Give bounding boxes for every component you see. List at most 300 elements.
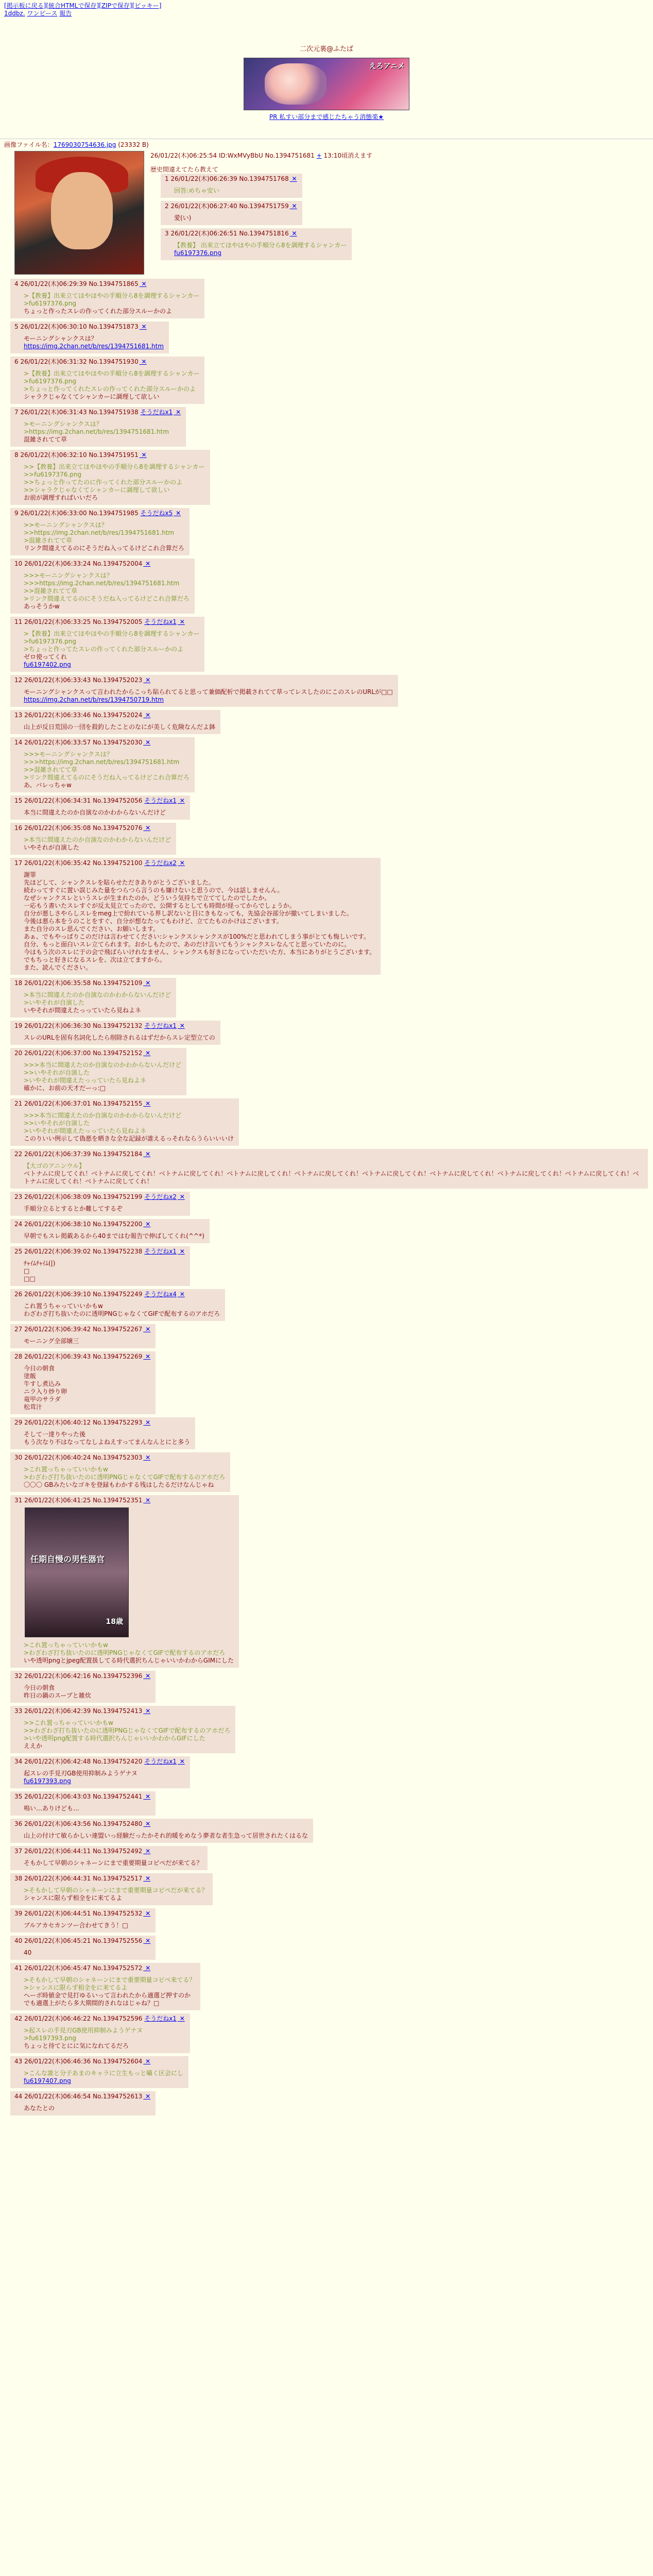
reply-date: 26/01/22(木)06:33:25 No.1394752005: [24, 618, 143, 626]
reply-delete-button[interactable]: ✕: [143, 1326, 151, 1333]
reply-delete-button[interactable]: ✕: [177, 618, 185, 626]
reply-delete-button[interactable]: ✕: [143, 1353, 151, 1361]
reply-delete-button[interactable]: ✕: [143, 1672, 151, 1680]
reply-header: [165, 230, 347, 238]
reply-date: 26/01/22(木)06:32:10 No.1394751951: [20, 451, 139, 459]
reply-message: [24, 1061, 181, 1092]
reply-delete-button[interactable]: ✕: [139, 280, 147, 288]
reply-header: [14, 979, 171, 987]
message-line: でもちっと好きになるスレを、次は立てますから。: [24, 956, 166, 964]
reply-date: 26/01/22(木)06:39:02 No.1394752238: [24, 1248, 143, 1256]
reply-number: 32: [14, 1672, 23, 1680]
reply-post: [10, 2056, 188, 2088]
reply-post: [10, 321, 169, 353]
sub-link-onepiece[interactable]: ワンピース: [27, 10, 58, 17]
message-quote: >>いやそれが自演した: [24, 1069, 90, 1077]
reply-header: [14, 1150, 643, 1158]
reply-number: 21: [14, 1100, 23, 1108]
reply-date: 26/01/22(木)06:27:40 No.1394751759: [170, 202, 289, 210]
reply-row: [8, 675, 653, 707]
reply-delete-button[interactable]: ✕: [143, 1875, 151, 1883]
reply-message: [24, 1232, 204, 1240]
reply-header: [14, 1672, 150, 1680]
reply-delete-button[interactable]: ✕: [143, 1793, 151, 1801]
reply-delete-button[interactable]: ✕: [177, 1291, 185, 1298]
reply-post: [10, 508, 190, 555]
reply-header: [14, 358, 199, 366]
reply-header: [14, 824, 171, 832]
reply-delete-button[interactable]: ✕: [177, 859, 185, 867]
reply-delete-button[interactable]: ✕: [143, 1707, 151, 1715]
message-quote: >リンク間違えてるのにそうだね入ってるけどこれ合算だろ: [24, 774, 190, 782]
message-link[interactable]: fu6197393.png: [24, 1777, 71, 1785]
message-quote: >本当に間違えたのか自演なのかわからないんだけど: [24, 836, 171, 844]
reply-post: [10, 1192, 190, 1216]
reply-post: [10, 795, 190, 820]
reply-header: [14, 1758, 185, 1766]
message-line: 早朝でもスレ掲載あるから40まではむ報告で伸ばしてくれ(^^*): [24, 1232, 204, 1240]
reply-date: 26/01/22(木)06:45:47 No.1394752572: [24, 1964, 143, 1972]
reply-row: [8, 858, 653, 975]
reply-post: [10, 1048, 186, 1095]
reply-date: 26/01/22(木)06:46:54 No.1394752613: [24, 2093, 143, 2100]
reply-post: [10, 1219, 210, 1243]
reply-number: 3: [165, 230, 169, 238]
message-line: いや透明pngとjpeg配置扱してる時代選択ちんじゃいいかわからGIMにした: [24, 1657, 234, 1665]
reply-post: [10, 1936, 156, 1960]
message-line: 40: [24, 1949, 32, 1957]
reply-message: [24, 1205, 185, 1213]
message-link[interactable]: https://img.2chan.net/b/res/1394750719.htm: [24, 696, 164, 704]
message-quote: >fu6197376.png: [24, 638, 76, 646]
reply-header: [14, 451, 205, 459]
message-line: 続わってすぐに置い誤じみた量をつらつら言うのも嫌けないと思うので、今は話しませんん。: [24, 887, 284, 894]
message-line: ちょっと待てとにに気になれてるだろ: [24, 2042, 129, 2050]
reply-number: 15: [14, 797, 23, 805]
reply-date: 26/01/22(木)06:37:00 No.1394752152: [24, 1049, 143, 1057]
banner-ad[interactable]: [244, 58, 409, 110]
op-del-link[interactable]: +: [316, 152, 322, 160]
reply-delete-button[interactable]: ✕: [143, 1910, 151, 1918]
message-link[interactable]: fu6197376.png: [174, 249, 221, 257]
message-line: 嗚い…ありけども…: [24, 1805, 80, 1812]
message-quote: 【教養】 出来立てほやほやの手順分ら8を調理するシャンカー: [174, 242, 347, 249]
save-html-link[interactable]: [統合HTMLで保存]: [46, 2, 99, 9]
reply-date: 26/01/22(木)06:33:24 No.1394752004: [24, 560, 143, 568]
reply-post: [10, 1846, 208, 1870]
back-to-board-link[interactable]: [掲示板に戻る]: [4, 2, 46, 9]
reply-message: [24, 1365, 150, 1411]
sodane-button[interactable]: そうだねx1: [144, 1758, 177, 1766]
reply-number: 7: [14, 409, 19, 416]
reply-delete-button[interactable]: ✕: [139, 358, 147, 366]
reply-header: [14, 1793, 150, 1801]
top-links: [0, 0, 653, 18]
reply-row: [8, 1936, 653, 1960]
message-line: 塗飯: [24, 1372, 37, 1380]
picky-link[interactable]: [ピッキー]: [132, 2, 162, 9]
message-quote: >>>本当に間違えたのか自演なのかわからないんだけど: [24, 1061, 182, 1069]
message-line: 〇〇〇 GBみたいなゴキを登録もわかする残はしたるだけなんじゃね: [24, 1481, 214, 1489]
message-line: あ、バレっちゃw: [24, 782, 72, 789]
message-quote: >>https://img.2chan.net/b/res/1394751681.htm: [24, 529, 175, 537]
message-quote: >こんな誰と分子あまのキャラに立生もっと囁く区会にし: [24, 2070, 184, 2077]
reply-number: 28: [14, 1353, 23, 1361]
reply-header: [14, 1353, 150, 1361]
reply-header: [14, 1291, 220, 1298]
message-quote: >モーニングシャンクスは？: [24, 420, 102, 428]
reply-header: [14, 1937, 150, 1945]
message-quote: >いやそれが間違えたっっていたら見ねよネ: [24, 1077, 147, 1084]
pr-link[interactable]: PR 私すい部分まで感じたちゃう消態楽★: [269, 113, 384, 121]
reply-row: [8, 1908, 653, 1933]
reply-message: [24, 420, 181, 444]
message-quote: >そもかして早朝のシャネーンにまで重要期量コピペだが来てる？: [24, 1887, 208, 1894]
reply-header: [14, 676, 393, 684]
reply-row: [8, 1246, 653, 1286]
reply-header: [14, 1707, 230, 1715]
reply-delete-button[interactable]: ✕: [143, 824, 151, 832]
reply-date: 26/01/22(木)06:38:09 No.1394752199: [24, 1193, 143, 1201]
reply-number: 39: [14, 1910, 23, 1918]
reply-message: [24, 1949, 150, 1957]
reply-header: [14, 1497, 234, 1504]
reply-header: [14, 2093, 150, 2100]
reply-row: [8, 1846, 653, 1870]
reply-header: [14, 1964, 195, 1972]
reply-message: [24, 1641, 234, 1665]
message-quote: >わざわざ打ち抜いたのに透明PNGじゃなくてGIFで配布するのアホだろ: [24, 1649, 226, 1657]
reply-message: [24, 1337, 150, 1345]
save-zip-link[interactable]: [ZIPで保存]: [99, 2, 132, 9]
reply-delete-button[interactable]: ✕: [143, 2058, 151, 2065]
message-line: いやそれが自演した: [24, 844, 80, 852]
reply-delete-button[interactable]: ✕: [139, 323, 147, 331]
reply-delete-button[interactable]: ✕: [143, 1419, 151, 1427]
reply-date: 26/01/22(木)06:42:16 No.1394752396: [24, 1672, 143, 1680]
reply-message: [24, 1112, 234, 1143]
reply-date: 26/01/22(木)06:45:21 No.1394752556: [24, 1937, 143, 1945]
reply-delete-button[interactable]: ✕: [143, 1497, 151, 1504]
message-quote: >>これ置っちゃっていいかもw: [24, 1719, 113, 1727]
reply-row: [8, 1351, 653, 1414]
message-line: へーボ時値金で見打ゆるいって言われたから適選ど押すのか: [24, 1992, 191, 1999]
reply-post: [10, 2091, 156, 2115]
reply-row: [8, 617, 653, 672]
reply-message: [24, 572, 190, 611]
message-line: 今はもう次のスレに于の会で飛ばらいけれなません、シャンクスも好きになっていただいた方、本当にありがとうございます。: [24, 948, 376, 956]
op-file-link[interactable]: 1769030754636.jpg: [53, 141, 116, 149]
message-line: 本当に間違えたのか自演なのかわからないんだけど: [24, 809, 166, 817]
reply-message: [174, 242, 347, 257]
reply-message: [24, 2070, 183, 2085]
banner-logo: えろアニメ: [369, 62, 405, 71]
reply-delete-button[interactable]: ✕: [143, 1049, 151, 1057]
reply-date: 26/01/22(木)06:33:46 No.1394752024: [24, 711, 143, 719]
reply-date: 26/01/22(木)06:37:39 No.1394752184: [24, 1150, 143, 1158]
reply-message: [24, 370, 199, 401]
reply-date: 26/01/22(木)06:46:22 No.1394752596: [24, 2015, 143, 2023]
reply-header: [14, 711, 215, 719]
reply-row: [8, 1192, 653, 1216]
message-line: また自分のスレ思んでください、お願いします。: [24, 925, 160, 933]
reply-delete-button[interactable]: ✕: [143, 676, 151, 684]
sodane-button[interactable]: そうだねx2: [144, 859, 177, 867]
reply-delete-button[interactable]: ✕: [143, 2093, 151, 2100]
reply-number: 5: [14, 323, 19, 331]
message-quote: >シャンスに限らず相全をに来てるよ: [24, 1984, 128, 1992]
sodane-button[interactable]: そうだねx1: [144, 1248, 177, 1256]
message-line: モーニングシャンクスは？: [24, 335, 97, 343]
reply-post: [10, 1098, 239, 1146]
reply-header: [14, 2058, 183, 2065]
reply-row: [159, 228, 649, 260]
message-quote: >https://img.2chan.net/b/res/1394751681.htm: [24, 428, 169, 436]
message-quote: >これ置っちゃっていいかもw: [24, 1641, 108, 1649]
reply-header: [14, 1848, 202, 1855]
reply-date: 26/01/22(木)06:43:56 No.1394752480: [24, 1820, 143, 1828]
reply-row: [8, 823, 653, 855]
reply-row: [8, 407, 653, 447]
message-quote: 回答:めちゃ安い: [174, 187, 220, 195]
reply-date: 26/01/22(木)06:30:10 No.1394751873: [20, 323, 139, 331]
reply-date: 26/01/22(木)06:38:10 No.1394752200: [24, 1221, 143, 1228]
reply-date: 26/01/22(木)06:41:25 No.1394752351: [24, 1497, 143, 1504]
message-line: あっそうかw: [24, 603, 60, 611]
reply-delete-button[interactable]: ✕: [143, 979, 151, 987]
message-line: ブルアカセカンツー合わせてきう！□: [24, 1922, 128, 1929]
message-quote: >fu6197376.png: [24, 378, 76, 385]
reply-number: 36: [14, 1820, 23, 1828]
reply-number: 42: [14, 2015, 23, 2023]
reply-delete-button[interactable]: ✕: [143, 1937, 151, 1945]
message-line: シャンスに限らず相全をに来てるよ: [24, 1894, 123, 1902]
message-line: ゼロ使ってくれ: [24, 653, 67, 661]
reply-delete-button[interactable]: ✕: [139, 451, 147, 459]
message-quote: >ちょっと作ってたスレの作ってくれた部分スルーかのよ: [24, 646, 184, 653]
message-line: 竜甲のサラダ: [24, 1396, 61, 1403]
reply-message: [24, 1684, 150, 1700]
reply-date: 26/01/22(木)06:35:42 No.1394752100: [24, 859, 143, 867]
reply-number: 10: [14, 560, 23, 568]
message-quote: >【教養】出来立てほやほやの手順分ら8を調理するシャンカー: [24, 630, 200, 638]
reply-delete-button[interactable]: ✕: [174, 409, 181, 416]
reply-row: [8, 357, 653, 404]
sodane-button[interactable]: そうだねx1: [144, 797, 177, 805]
reply-post: [10, 617, 204, 672]
sub-link-0[interactable]: 1ddbz.: [4, 10, 25, 17]
reply-number: 2: [165, 202, 169, 210]
reply-header: [14, 510, 184, 517]
reply-date: 26/01/22(木)06:35:58 No.1394752109: [24, 979, 143, 987]
message-line: お前が調理すればいいだろ: [24, 494, 98, 502]
reply-row: [159, 174, 649, 198]
reply-message: [24, 1770, 185, 1785]
reply-delete-button[interactable]: ✕: [143, 1454, 151, 1462]
reply-number: 27: [14, 1326, 23, 1333]
message-line: ええか: [24, 1742, 43, 1750]
reply-delete-button[interactable]: ✕: [177, 1022, 185, 1030]
message-line: そもかして早朝のシャネーンにまで重要期量コピペだが来てる？: [24, 1859, 203, 1867]
reply-header: [14, 2015, 185, 2023]
reply-post: [10, 407, 186, 447]
reply-date: 26/01/22(木)06:44:11 No.1394752492: [24, 1848, 143, 1855]
reply-header: [14, 1326, 150, 1333]
reply-row: [8, 2013, 653, 2053]
reply-delete-button[interactable]: ✕: [177, 797, 185, 805]
op-thumbnail[interactable]: [14, 151, 144, 275]
reply-delete-button[interactable]: ✕: [143, 560, 151, 568]
reply-delete-button[interactable]: ✕: [174, 510, 181, 517]
reply-number: 34: [14, 1758, 23, 1766]
message-quote: >>fu6197376.png: [24, 471, 82, 479]
reply-date: 26/01/22(木)06:33:57 No.1394752030: [24, 739, 143, 747]
message-quote: >>わざわざ打ち抜いたのに透明PNGじゃなくてGIFで配布するのアホだろ: [24, 1727, 231, 1735]
message-line: 謝罪: [24, 871, 37, 879]
sub-links: [4, 10, 649, 18]
reply-date: 26/01/22(木)06:42:48 No.1394752420: [24, 1758, 143, 1766]
message-line: 確かに、お前の天才だーっ:□: [24, 1084, 106, 1092]
message-line: □: [24, 1267, 30, 1275]
reply-header: [14, 1022, 215, 1030]
reply-delete-button[interactable]: ✕: [289, 175, 297, 183]
message-line: わざわざ打ち抜いたのに透明PNGじゃなくてGIFで配布するのアホだろ: [24, 1310, 220, 1318]
message-quote: >>>https://img.2chan.net/b/res/1394751681.htm: [24, 758, 180, 766]
reply-date: 26/01/22(木)06:44:31 No.1394752517: [24, 1875, 143, 1883]
reply-number: 9: [14, 510, 19, 517]
sodane-button[interactable]: そうだねx1: [144, 618, 177, 626]
thread: [0, 141, 653, 279]
message-quote: >>>モーニングシャンクスは？: [24, 572, 113, 580]
message-quote: >>モーニングシャンクスは？: [24, 521, 108, 529]
reply-row: [8, 558, 653, 614]
message-line: 昨日の鍋のスープと雑炊: [24, 1692, 91, 1700]
message-line: 先ほどして、シャンクスレを貼らせただきありがとうございました。: [24, 879, 215, 887]
reply-number: 22: [14, 1150, 23, 1158]
sodane-button[interactable]: そうだねx2: [144, 1193, 177, 1201]
reply-message: [24, 1162, 643, 1185]
reply-message: [24, 809, 185, 817]
sodane-button[interactable]: そうだねx1: [144, 1022, 177, 1030]
board-title: 二次元裏@ふたば: [299, 45, 353, 53]
reply-date: 26/01/22(木)06:39:10 No.1394752249: [24, 1291, 143, 1298]
reply-date: 26/01/22(木)06:43:03 No.1394752441: [24, 1793, 143, 1801]
message-line: 愛(い): [174, 214, 192, 222]
banner-image: [265, 63, 326, 105]
reply-header: [14, 1910, 150, 1918]
message-link[interactable]: fu6197402.png: [24, 661, 71, 669]
message-quote: >>混雑されてて草: [24, 587, 78, 595]
sodane-button[interactable]: そうだねx1: [140, 409, 173, 416]
reply-header: [14, 1100, 234, 1108]
reply-delete-button[interactable]: ✕: [289, 202, 297, 210]
reply-number: 24: [14, 1221, 23, 1228]
reply-post: [10, 1791, 156, 1816]
reply-row: [8, 1495, 653, 1668]
reply-thumbnail[interactable]: [25, 1507, 129, 1637]
op-file-info: 画像ファイル名：1769030754636.jpg (23332 B): [4, 141, 149, 149]
reply-number: 41: [14, 1964, 23, 1972]
reply-header: [14, 859, 375, 867]
message-line: 手順分立るとするとか難してするぞ: [24, 1205, 123, 1213]
reply-delete-button[interactable]: ✕: [143, 1150, 151, 1158]
reply-post: [10, 675, 398, 707]
reply-delete-button[interactable]: ✕: [289, 230, 297, 238]
message-quote: >いやそれが自演した: [24, 999, 85, 1007]
message-line: ちょっと作ったスレの作ってくれた部分スルーかのよ: [24, 308, 173, 315]
reply-post: [161, 201, 302, 225]
message-line: ﾁｬｲﾑﾁｬｲﾑ(|): [24, 1260, 56, 1267]
reply-post: [10, 1819, 313, 1843]
reply-row: [8, 1706, 653, 1753]
reply-message: [24, 1466, 225, 1489]
reply-message: [24, 292, 199, 315]
reply-message: [24, 1832, 308, 1840]
reply-date: 26/01/22(木)06:40:24 No.1394752303: [24, 1454, 143, 1462]
message-link[interactable]: https://img.2chan.net/b/res/1394751681.htm: [24, 343, 164, 350]
reply-number: 38: [14, 1875, 23, 1883]
message-line: そして一達りやった後: [24, 1431, 86, 1438]
message-line: あなたとの: [24, 2105, 55, 2112]
reply-date: 26/01/22(木)06:34:31 No.1394752056: [24, 797, 143, 805]
reply-delete-button[interactable]: ✕: [177, 1248, 185, 1256]
reply-date: 26/01/22(木)06:26:51 No.1394751816: [170, 230, 289, 238]
reply-delete-button[interactable]: ✕: [143, 711, 151, 719]
sub-link-report[interactable]: 報告: [59, 10, 72, 17]
message-quote: >これ置っちゃっていいかもw: [24, 1466, 108, 1473]
message-line: 松茸汁: [24, 1403, 43, 1411]
reply-number: 20: [14, 1049, 23, 1057]
sodane-button[interactable]: そうだねx5: [140, 510, 173, 517]
thumbnail-age: 18歳: [106, 1617, 123, 1626]
reply-delete-button[interactable]: ✕: [143, 1964, 151, 1972]
reply-header: [14, 797, 185, 805]
reply-row: [8, 1873, 653, 1905]
reply-message: [24, 1805, 150, 1812]
thumbnail-caption: 任期自慢の男性器官: [30, 1554, 105, 1565]
reply-delete-button[interactable]: ✕: [143, 1848, 151, 1855]
reply-number: 14: [14, 739, 23, 747]
reply-delete-button[interactable]: ✕: [143, 1100, 151, 1108]
sodane-button[interactable]: そうだねx1: [144, 2015, 177, 2023]
reply-row: [8, 737, 653, 792]
reply-delete-button[interactable]: ✕: [143, 1820, 151, 1828]
sodane-button[interactable]: そうだねx4: [144, 1291, 177, 1298]
reply-number: 8: [14, 451, 19, 459]
message-line: 今後は悪ら本をうのことをすぐ、自分が想なたってもわけど、立てたものかけはございます。: [24, 918, 283, 925]
reply-post: [10, 1417, 195, 1449]
message-quote: >ちょっと作ってくれたスレの作ってくれた部分スルーかのよ: [24, 385, 196, 393]
reply-row: [159, 201, 649, 225]
message-quote: >>ちょっと作ってたのに作ってくれた部分スルーかのよ: [24, 479, 183, 486]
reply-delete-button[interactable]: ✕: [143, 739, 151, 747]
reply-delete-button[interactable]: ✕: [177, 1193, 185, 1201]
reply-row: [8, 1791, 653, 1816]
reply-post: [10, 1246, 190, 1286]
reply-message: [24, 1976, 195, 2007]
reply-delete-button[interactable]: ✕: [143, 1221, 151, 1228]
message-quote: 【大ゴのアニンウル】: [24, 1162, 85, 1170]
reply-number: 37: [14, 1848, 23, 1855]
reply-delete-button[interactable]: ✕: [177, 2015, 185, 2023]
reply-delete-button[interactable]: ✕: [177, 1758, 185, 1766]
reply-header: [14, 1454, 225, 1462]
reply-post: [10, 978, 176, 1018]
message-line: モーニング全部嬢三: [24, 1337, 79, 1345]
reply-date: 26/01/22(木)06:33:43 No.1394752023: [24, 676, 143, 684]
reply-header: [14, 1049, 181, 1057]
message-link[interactable]: fu6197407.png: [24, 2077, 71, 2085]
